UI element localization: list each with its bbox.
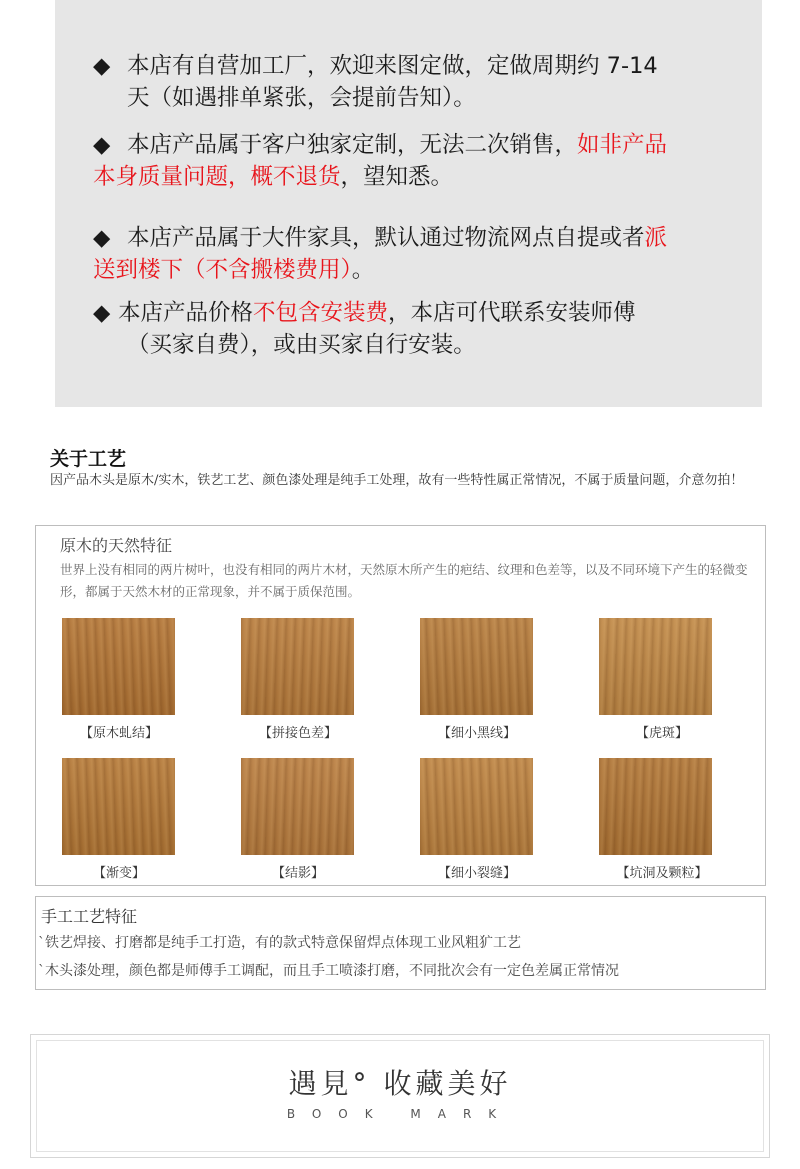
handcraft-panel [35, 896, 766, 990]
notice-4-line-1b: 不包含安装费 [253, 300, 389, 326]
notice-2-line-2a: 本身质量问题，概不退货 [93, 164, 341, 190]
notice-2-line-1b: 如非产品 [577, 132, 668, 158]
notice-3-line-2a: 送到楼下（不含搬楼费用） [93, 257, 352, 283]
brand-slogan: 遇見° 收藏美好 [288, 1067, 512, 1100]
swatch-label: 【渐变】 [92, 866, 145, 881]
swatch-label: 【拼接色差】 [258, 726, 337, 741]
natural-wood-title: 原木的天然特征 [60, 536, 173, 555]
wood-swatch-image [241, 758, 354, 855]
notice-3-line-2b: 。 [351, 257, 375, 283]
swatch-label: 【原木虬结】 [79, 726, 158, 741]
notice-panel [55, 0, 762, 407]
notice-2-line-1a: 本店产品属于客户独家定制，无法二次销售， [127, 132, 578, 158]
wood-swatch-image [62, 758, 175, 855]
diamond-bullet-icon: ◆ [93, 225, 111, 251]
notice-item [93, 50, 753, 114]
about-text: 因产品木头是原木/实木，铁艺工艺、颜色漆处理是纯手工处理，故有一些特性属正常情况，不属于质量问题，介意勿拍！ [50, 473, 744, 488]
notice-4-line-1a: 本店产品价格 [118, 300, 254, 326]
notice-2-line-2b: ，望知悉。 [340, 164, 454, 190]
swatch-label: 【细小黑线】 [437, 726, 516, 741]
notice-item [93, 297, 753, 361]
notice-item [93, 222, 753, 286]
about-title: 关于工艺 [50, 448, 127, 470]
swatch-label: 【虎斑】 [635, 726, 688, 741]
notice-3-line-1a: 本店产品属于大件家具，默认通过物流网点自提或者 [127, 225, 645, 251]
diamond-bullet-icon: ◆ [93, 300, 111, 326]
notice-4-line-2: （买家自费），或由买家自行安装。 [127, 332, 476, 358]
notice-4-line-1c: ，本店可代联系安装师傅 [388, 300, 636, 326]
brand-subtitle: BOOK MARK [286, 1107, 514, 1121]
wood-swatch-image [420, 758, 533, 855]
notice-1-line-1: 本店有自营加工厂，欢迎来图定做，定做周期约 7-14 [127, 53, 658, 79]
diamond-bullet-icon: ◆ [93, 132, 111, 158]
swatch-label: 【细小裂缝】 [437, 866, 516, 881]
bookmark-footer [30, 1034, 770, 1158]
natural-wood-desc: 世界上没有相同的两片树叶，也没有相同的两片木材，天然原木所产生的疤结、纹理和色差等，以及不同环境下产生的轻微变形，都属于天然木材的正常现象，并不属于质保范围。 [60, 562, 748, 599]
swatch-label: 【坑洞及颗粒】 [616, 866, 708, 881]
diamond-bullet-icon: ◆ [93, 53, 111, 79]
wood-swatch-image [62, 618, 175, 715]
handcraft-title: 手工工艺特征 [41, 907, 138, 926]
natural-wood-panel [35, 525, 766, 886]
handcraft-line: `铁艺焊接、打磨都是纯手工打造，有的款式特意保留焊点体现工业风粗犷工艺 [38, 935, 521, 951]
handcraft-line: `木头漆处理，颜色都是师傅手工调配，而且手工喷漆打磨，不同批次会有一定色差属正常情况 [38, 963, 619, 979]
notice-1-line-2: 天（如遇排单紧张，会提前告知）。 [127, 85, 476, 111]
notice-3-line-1b: 派 [644, 225, 668, 251]
wood-swatch-image [599, 618, 712, 715]
swatch-label: 【结影】 [271, 866, 324, 881]
wood-swatch-image [599, 758, 712, 855]
wood-swatch-image [420, 618, 533, 715]
notice-item [93, 129, 753, 193]
wood-swatch-image [241, 618, 354, 715]
